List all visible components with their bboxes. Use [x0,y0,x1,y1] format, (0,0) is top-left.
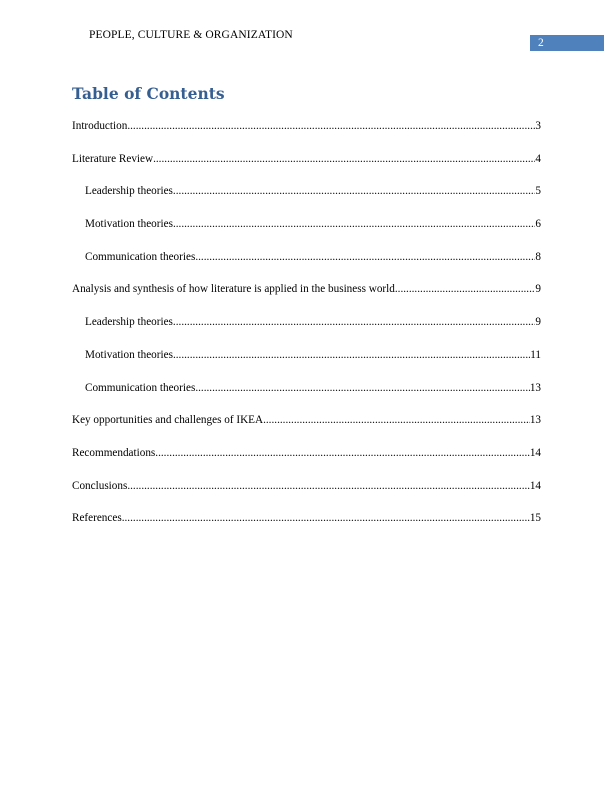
toc-entry-page: 11 [530,348,541,361]
toc-entry-communication-theories[interactable] [72,247,541,280]
toc-entry-conclusions[interactable] [72,476,541,509]
toc-dot-leader [195,378,530,398]
toc-entry-analysis-and-synthesis[interactable] [72,279,541,312]
toc-dot-leader [127,476,529,496]
toc-entry-label: Literature Review [72,152,154,165]
toc-entry-page: 15 [529,512,541,525]
toc-dot-leader [395,279,536,299]
toc-entry-motivation-theories[interactable] [72,345,541,378]
toc-entry-label: References [72,512,122,525]
toc-entry-page: 3 [535,120,541,132]
toc-entry-leadership-theories[interactable] [72,181,541,214]
toc-entry-recommendations[interactable] [72,443,541,476]
toc-entry-page: 8 [535,250,541,263]
toc-dot-leader [122,508,530,528]
toc-entry-motivation-theories[interactable] [72,214,541,247]
toc-entry-label: Analysis and synthesis of how literature is applied in the business world [72,283,395,296]
toc-list [72,116,541,541]
toc-dot-leader [153,149,535,169]
toc-entry-label: Communication theories [85,250,196,263]
toc-dot-leader [173,345,530,365]
toc-entry-label: Key opportunities and challenges of IKEA [72,414,264,427]
toc-entry-label: Recommendations [72,446,156,459]
toc-entry-label: Leadership theories [85,316,173,329]
toc-entry-references[interactable] [72,508,541,541]
toc-entry-label: Motivation theories [85,218,173,231]
toc-entry-page: 13 [529,414,541,427]
toc-entry-label: Motivation theories [85,348,173,361]
toc-entry-leadership-theories[interactable] [72,312,541,345]
toc-dot-leader [263,410,530,430]
toc-entry-introduction[interactable] [72,116,541,149]
toc-entry-label: Leadership theories [85,185,173,198]
toc-dot-leader [127,116,535,136]
toc-dot-leader [155,443,530,463]
toc-entry-page: 14 [529,446,541,459]
toc-entry-page: 5 [535,185,541,198]
toc-dot-leader [195,247,535,267]
toc-dot-leader [173,181,535,201]
toc-entry-page: 13 [529,381,541,394]
toc-entry-page: 14 [529,479,541,492]
running-header-title: PEOPLE, CULTURE & ORGANIZATION [89,29,293,41]
toc-entry-communication-theories[interactable] [72,378,541,411]
toc-dot-leader [173,214,535,234]
toc-entry-label: Introduction [72,120,128,132]
toc-entry-label: Conclusions [72,479,128,492]
toc-entry-page: 4 [535,152,541,165]
toc-entry-label: Communication theories [85,381,196,394]
toc-entry-page: 9 [535,316,541,329]
toc-entry-page: 6 [535,218,541,231]
page-number-badge: 2 [530,35,604,51]
toc-dot-leader [173,312,535,332]
toc-entry-literature-review[interactable] [72,149,541,182]
toc-entry-opportunities-and-challenges[interactable] [72,410,541,443]
toc-heading: Table of Contents [72,84,225,103]
toc-entry-page: 9 [535,283,541,296]
